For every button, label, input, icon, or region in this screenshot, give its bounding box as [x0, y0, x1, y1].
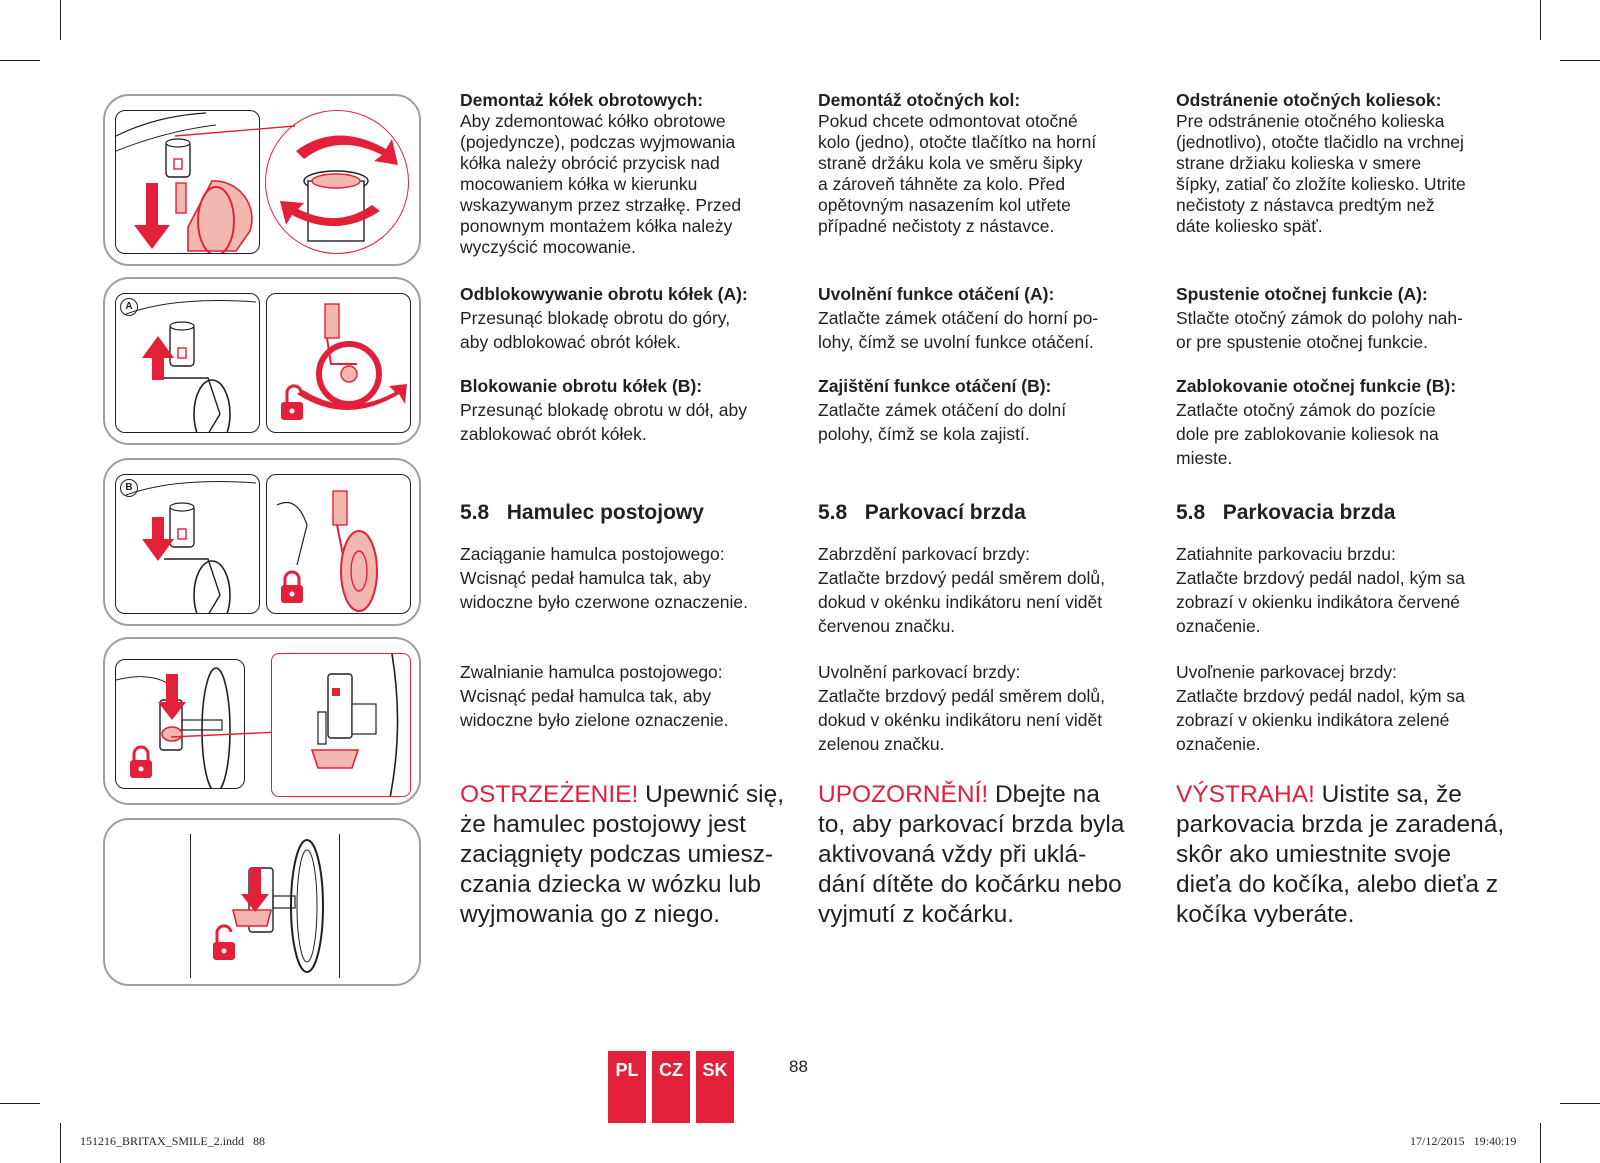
- heading-swivel-unlock: Odblokowywanie obrotu kółek (A):: [460, 284, 748, 304]
- warning-text: UPOZORNĚNÍ! Dbejte na to, aby parkovací brzda byla aktivovaná vždy při uklá-dání dítěte do kočárku nebo vyjmutí z kočárku.: [818, 781, 1125, 928]
- language-tab-pl: PL: [608, 1051, 646, 1123]
- figure-brake-apply-zoom: [271, 653, 411, 797]
- text-brake-apply: Zabrzdění parkovací brzdy: Zatlačte brzdový pedál směrem dolů, dokud v okénku indikátoru není vidět červenou značku.: [818, 544, 1105, 636]
- text-wheel-removal: Aby zdemontować kółko obrotowe (pojedyncze), podczas wyjmowania kółka należy obrócić przycisk nad mocowaniem kółka w kierunku wskazywanym przez strzałkę. Przed ponownym montażem kółka należy wyczyścić mocowanie.: [460, 111, 742, 257]
- crop-mark: [60, 1123, 61, 1163]
- illustration-panel-swivel-lock: [103, 458, 421, 626]
- text-brake-release: Uvolnění parkovací brzdy: Zatlačte brzdový pedál směrem dolů, dokud v okénku indikátoru není vidět zelenou značku.: [818, 662, 1105, 754]
- text-wheel-removal: Pre odstránenie otočného kolieska (jednotlivo), otočte tlačidlo na vrchnej strane držiaku kolieska v smere šípky, zatiaľ čo zložíte koliesko. Utrite nečistoty z nástavca predtým než dáte koliesko späť.: [1176, 111, 1466, 236]
- figure-swivel-lock: [115, 474, 260, 614]
- page-number: 88: [789, 1057, 808, 1076]
- heading-swivel-lock: Blokowanie obrotu kółek (B):: [460, 376, 703, 396]
- crop-mark: [0, 1103, 40, 1104]
- heading-wheel-removal: Odstránenie otočných koliesok:: [1176, 90, 1442, 110]
- figure-swivel-lock-wheel: [266, 474, 411, 614]
- heading-swivel-unlock: Spustenie otočnej funkcie (A):: [1176, 284, 1428, 304]
- text-swivel-lock: Przesunąć blokadę obrotu w dół, aby zablokować obrót kółek.: [460, 400, 747, 444]
- heading-swivel-lock: Zablokovanie otočnej funkcie (B):: [1176, 376, 1457, 396]
- text-wheel-removal: Pokud chcete odmontovat otočné kolo (jedno), otočte tlačítko na horní straně držáku kola ve směru šipky a zároveň táhněte za kolo. Před opětovným nasazením kol utřete případné nečistoty z nástavce.: [818, 111, 1097, 236]
- illustration-panel-wheel-removal: [103, 94, 421, 266]
- heading-swivel-unlock: Uvolnění funkce otáčení (A):: [818, 284, 1055, 304]
- warning-text: OSTRZEŻENIE! Upewnić się, że hamulec postojowy jest zaciągnięty podczas umiesz-czania dziecka w wózku lub wyjmowania go z niego.: [460, 781, 785, 928]
- illustration-panel-swivel-unlock: [103, 277, 421, 445]
- crop-mark: [1560, 1103, 1600, 1104]
- text-brake-release: Uvoľnenie parkovacej brzdy: Zatlačte brzdový pedál nadol, kým sa zobrazí v okienku indikátora zelené označenie.: [1176, 662, 1465, 754]
- figure-wheel-detach-zoom: [265, 110, 409, 254]
- heading-wheel-removal: Demontáž otočných kol:: [818, 90, 1021, 110]
- figure-brake-release: [190, 834, 340, 978]
- language-tab-sk: SK: [696, 1051, 734, 1123]
- crop-mark: [60, 0, 61, 40]
- language-tab-cz: CZ: [652, 1051, 690, 1123]
- text-brake-apply: Zaciąganie hamulca postojowego: Wcisnąć pedał hamulca tak, aby widoczne było czerwone oznaczenie.: [460, 544, 748, 612]
- figure-swivel-unlock-lock: [115, 293, 260, 433]
- figure-swivel-unlock-wheel: [266, 293, 411, 433]
- text-brake-apply: Zatiahnite parkovaciu brzdu: Zatlačte brzdový pedál nadol, kým sa zobrazí v okienku indikátora červené označenie.: [1176, 544, 1465, 636]
- text-brake-release: Zwalnianie hamulca postojowego: Wcisnąć pedał hamulca tak, aby widoczne było zielone oznaczenie.: [460, 662, 729, 730]
- illustration-panel-brake-release: [103, 818, 421, 986]
- crop-mark: [1540, 1123, 1541, 1163]
- text-swivel-unlock: Przesunąć blokadę obrotu do góry, aby odblokować obrót kółek.: [460, 308, 731, 352]
- section-title: 5.8 Hamulec postojowy: [460, 501, 704, 524]
- text-swivel-unlock: Zatlačte zámek otáčení do horní po- lohy, čímž se uvolní funkce otáčení.: [818, 308, 1099, 352]
- figure-label-a: A: [120, 298, 138, 316]
- illustration-panel-brake-apply: [103, 637, 421, 805]
- crop-mark: [0, 60, 40, 61]
- text-swivel-unlock: Stlačte otočný zámok do polohy nah- or pre spustenie otočnej funkcie.: [1176, 308, 1463, 352]
- heading-wheel-removal: Demontaż kółek obrotowych:: [460, 90, 704, 110]
- crop-mark: [1560, 60, 1600, 61]
- file-slug: 151216_BRITAX_SMILE_2.indd 88: [80, 1134, 266, 1148]
- print-timestamp: 17/12/2015 19:40:19: [1410, 1134, 1517, 1148]
- section-title: 5.8 Parkovací brzda: [818, 501, 1026, 524]
- crop-mark: [1540, 0, 1541, 40]
- heading-swivel-lock: Zajištění funkce otáčení (B):: [818, 376, 1052, 396]
- warning-text: VÝSTRAHA! Uistite sa, že parkovacia brzda je zaradená, skôr ako umiestnite svoje dieťa do kočíka, alebo dieťa z kočíka vyberáte.: [1176, 781, 1505, 928]
- section-title: 5.8 Parkovacia brzda: [1176, 501, 1396, 524]
- text-swivel-lock: Zatlačte otočný zámok do pozície dole pre zablokovanie koliesok na mieste.: [1176, 400, 1439, 468]
- figure-label-b: B: [120, 479, 138, 497]
- figure-brake-apply: [115, 659, 245, 789]
- text-swivel-lock: Zatlačte zámek otáčení do dolní polohy, čímž se kola zajistí.: [818, 400, 1067, 444]
